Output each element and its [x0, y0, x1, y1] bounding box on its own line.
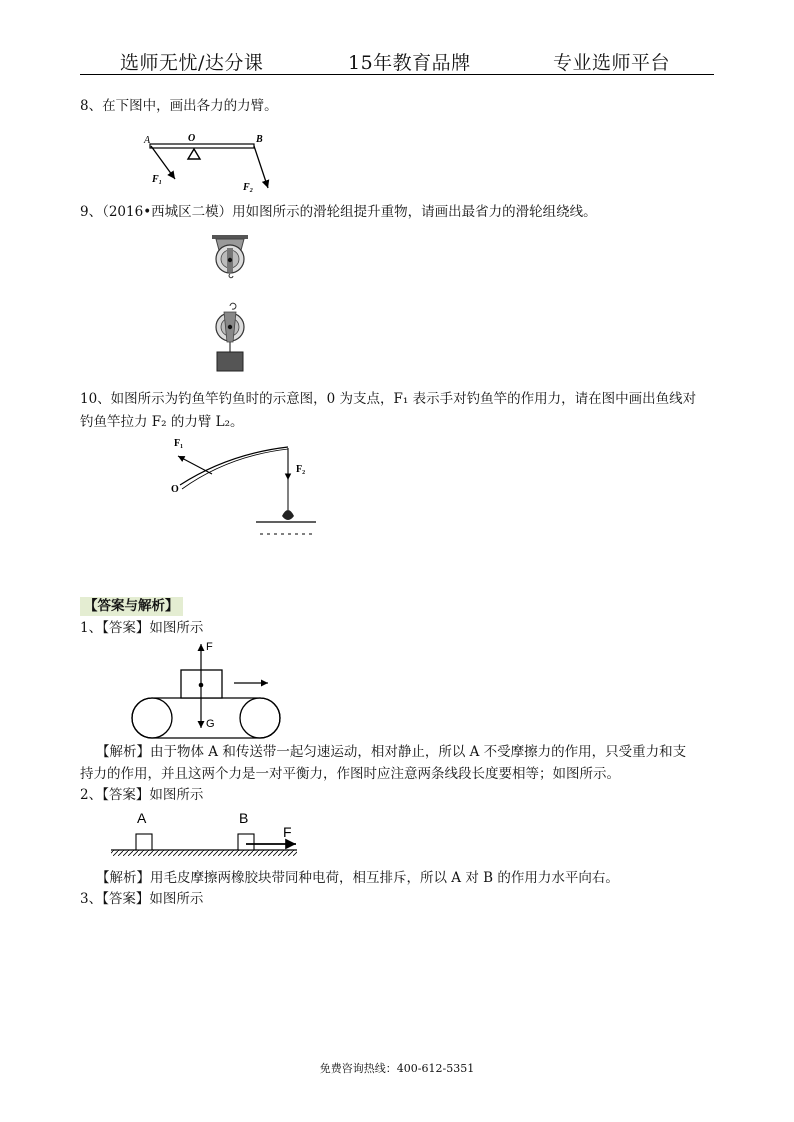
weight-block: [217, 352, 243, 371]
answer-3-text: 3、【答案】如图所示: [80, 891, 204, 907]
lever-bar: [150, 144, 254, 148]
question-8-text: 8、在下图中，画出各力的力臂。: [80, 98, 278, 114]
question-10-text-line2: 钓鱼竿拉力 F₂ 的力臂 L₂。: [80, 414, 244, 430]
answer-1-text: 1、【答案】如图所示: [80, 620, 204, 636]
label-f: F: [283, 824, 292, 840]
footer-hotline: 免费咨询热线：400-612-5351: [319, 1062, 475, 1075]
ground-surface: [111, 850, 297, 856]
label-a: A: [144, 135, 151, 146]
label-o: O: [171, 484, 179, 495]
fishing-rod-diagram: [168, 432, 318, 544]
answer-2-analysis: 【解析】用毛皮摩擦两橡胶块带同种电荷，相互排斥，所以 A 对 B 的作用力水平向右。: [96, 870, 619, 886]
label-f2: F₂: [296, 464, 306, 475]
header-left-brand: 选师无忧/达分课: [120, 52, 264, 74]
conveyor-belt-diagram: [124, 636, 288, 742]
label-f: F: [206, 641, 213, 653]
movable-pulley: [216, 303, 244, 352]
label-o: O: [188, 133, 196, 144]
block-a: [136, 834, 152, 850]
rubber-blocks-diagram: [108, 806, 302, 864]
answer-2-text: 2、【答案】如图所示: [80, 787, 204, 803]
label-b: B: [239, 810, 249, 826]
label-b: B: [256, 134, 263, 145]
header-divider: [80, 74, 714, 75]
answer-section-title: 【答案与解析】: [80, 597, 183, 616]
force-f2-arrow: [254, 146, 268, 188]
right-roller: [240, 698, 280, 738]
lever-diagram: [140, 128, 290, 196]
header-right-slogan: 专业选师平台: [553, 52, 671, 74]
left-roller: [132, 698, 172, 738]
label-a: A: [137, 810, 147, 826]
pulley-system-diagram: [205, 232, 260, 372]
question-10-text-line1: 10、如图所示为钓鱼竿钓鱼时的示意图，0 为支点，F₁ 表示手对钓鱼竿的作用力，请在图中画出鱼线对: [80, 391, 697, 407]
answer-1-analysis-line1: 【解析】由于物体 A 和传送带一起匀速运动，相对静止，所以 A 不受摩擦力的作用，只受重力和支: [96, 744, 687, 760]
label-g: G: [206, 718, 215, 730]
label-f2: F₂: [243, 182, 254, 193]
force-f1-arrow: [178, 456, 212, 474]
fulcrum-triangle: [188, 149, 200, 159]
header-center-slogan: 15年教育品牌: [348, 52, 471, 74]
fish-icon: [282, 510, 294, 520]
question-9-text: 9、（2016•西城区二模）用如图所示的滑轮组提升重物，请画出最省力的滑轮组绕线。: [80, 204, 597, 220]
label-f1: F₁: [152, 174, 163, 185]
fixed-pulley: [212, 235, 248, 278]
answer-1-analysis-line2: 持力的作用，并且这两个力是一对平衡力，作图时应注意两条线段长度要相等；如图所示。: [80, 766, 620, 782]
block-b: [238, 834, 254, 850]
label-f1: F₁: [174, 438, 184, 449]
